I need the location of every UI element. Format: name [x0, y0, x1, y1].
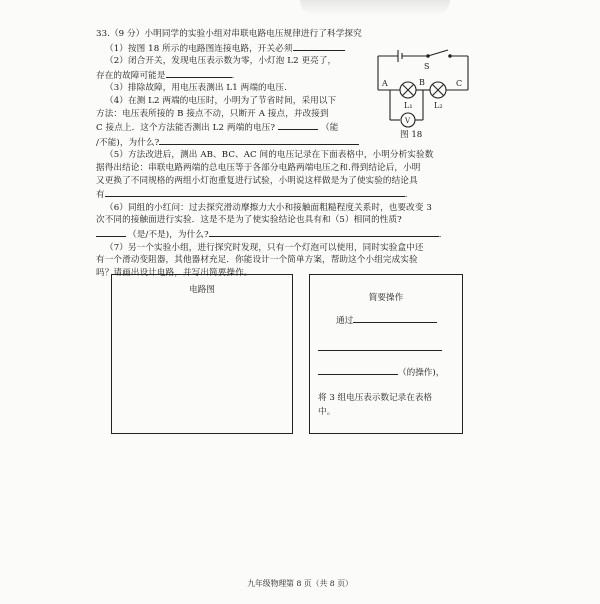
switch-label: S	[424, 62, 430, 71]
procedure-line-1	[336, 313, 437, 326]
lamp-l2-label: L₂	[434, 101, 443, 110]
q5-answer-blank[interactable]	[105, 187, 405, 197]
q6c-text: （是/不是)，为什么?	[128, 229, 209, 240]
page-footer: 九年级物理第 8 页（共 8 页）	[247, 579, 353, 588]
q2-answer-blank[interactable]	[166, 68, 232, 78]
procedure-box-title: 简要操作	[368, 293, 404, 303]
q4-answer-blank[interactable]	[278, 120, 318, 130]
q6-line: （6）同组的小红问：过去探究滑动摩擦力大小和接触面粗糙程度关系时，也要改变 3	[105, 202, 432, 213]
q6-reason-blank[interactable]	[209, 227, 439, 237]
q5c-line: 又更换了不同规格的两组小灯泡重复进行试验，小明说这样做是为了使实验的结论具	[96, 175, 418, 186]
q5b-line: 据得出结论：串联电路两端的总电压等于各部分电路两端电压之和.得到结论后，小明	[96, 162, 421, 173]
procedure-line-2	[318, 341, 442, 354]
q4-reason-blank[interactable]	[159, 135, 359, 145]
q4b-line: 方法：电压表所接的 B 接点不动，只断开 A 接点，并改接到	[96, 108, 329, 119]
q7-line: （7）另一个实验小组，进行探究时发现，只有一个灯泡可以使用，同时实验盒中还	[105, 242, 424, 253]
point-a-label: A	[382, 79, 388, 88]
procedure-blank-1[interactable]	[353, 313, 437, 323]
procedure-box	[309, 274, 463, 434]
procedure-line-4: 将 3 组电压表示数记录在表格	[318, 393, 433, 403]
question-header: 33.（9 分）小明同学的实验小组对串联电路电压规律进行了科学探究	[96, 29, 362, 39]
q5d-line: 有 .	[96, 187, 474, 202]
q6a-text: 同组的小红问：过去探究滑动摩擦力大小和接触面粗糙程度关系时，也要改变 3	[127, 202, 432, 213]
procedure-blank-2[interactable]	[318, 341, 442, 351]
q4-line: （4）在测 L2 两端的电压时，小明为了节省时间，采用以下	[105, 95, 337, 106]
procedure-line-3	[318, 365, 444, 378]
procedure-line-3-suffix: （的操作)，	[398, 368, 445, 378]
q3-line: （3）排除故障，用电压表测出 L1 两端的电压.	[105, 83, 287, 94]
q4c-tail: （能	[321, 123, 339, 134]
q2b-text: 存在的故障可能是	[96, 70, 166, 81]
q2b-line: 存在的故障可能是 .	[96, 68, 474, 83]
voltmeter-label: V	[405, 117, 411, 125]
point-b-label: B	[419, 78, 425, 87]
lamp-l1-label: L₁	[404, 101, 413, 110]
q6b-line: 次不同的接触面进行实验．这是不是为了使实验结论也具有和（5）相同的性质?	[96, 215, 402, 226]
circuit-drawing-box[interactable]	[111, 274, 293, 434]
q1-answer-blank[interactable]	[293, 41, 345, 51]
procedure-line-1-prefix: 通过	[336, 316, 354, 326]
q6-answer-blank[interactable]	[96, 227, 126, 237]
q4d-text: /不能)，为什么?	[96, 137, 160, 148]
point-c-label: C	[456, 79, 463, 88]
q4c-text: C 接点上．这个方法能否测出 L2 两端的电压?	[96, 123, 276, 134]
q5-line: （5）方法改进后，测出 AB、BC、AC 间的电压记录在下面表格中，小明分析实验数	[105, 150, 434, 161]
procedure-blank-3[interactable]	[318, 365, 398, 375]
q2-line: （2）闭合开关，发现电压表示数为零，小灯泡 L2 更亮了，	[105, 56, 337, 67]
q6c-line: （是/不是)，为什么? .	[96, 227, 474, 242]
q1-text: （1）按图 18 所示的电路图连接电路，开关必须	[105, 43, 293, 54]
scan-smudge	[300, 0, 450, 16]
circuit-figure-18	[368, 46, 478, 142]
q7b-line: 有一个滑动变阻器，其他器材充足．你能设计一个简单方案，帮助这个小组完成实验	[96, 255, 418, 266]
q7c-line: 吗？请画出设计电路，并写出简要操作。	[96, 267, 253, 278]
figure-caption: 图 18	[400, 130, 423, 140]
q5d-text: 有	[96, 190, 105, 201]
procedure-line-5: 中。	[318, 407, 336, 417]
circuit-box-title: 电路图	[189, 285, 215, 295]
